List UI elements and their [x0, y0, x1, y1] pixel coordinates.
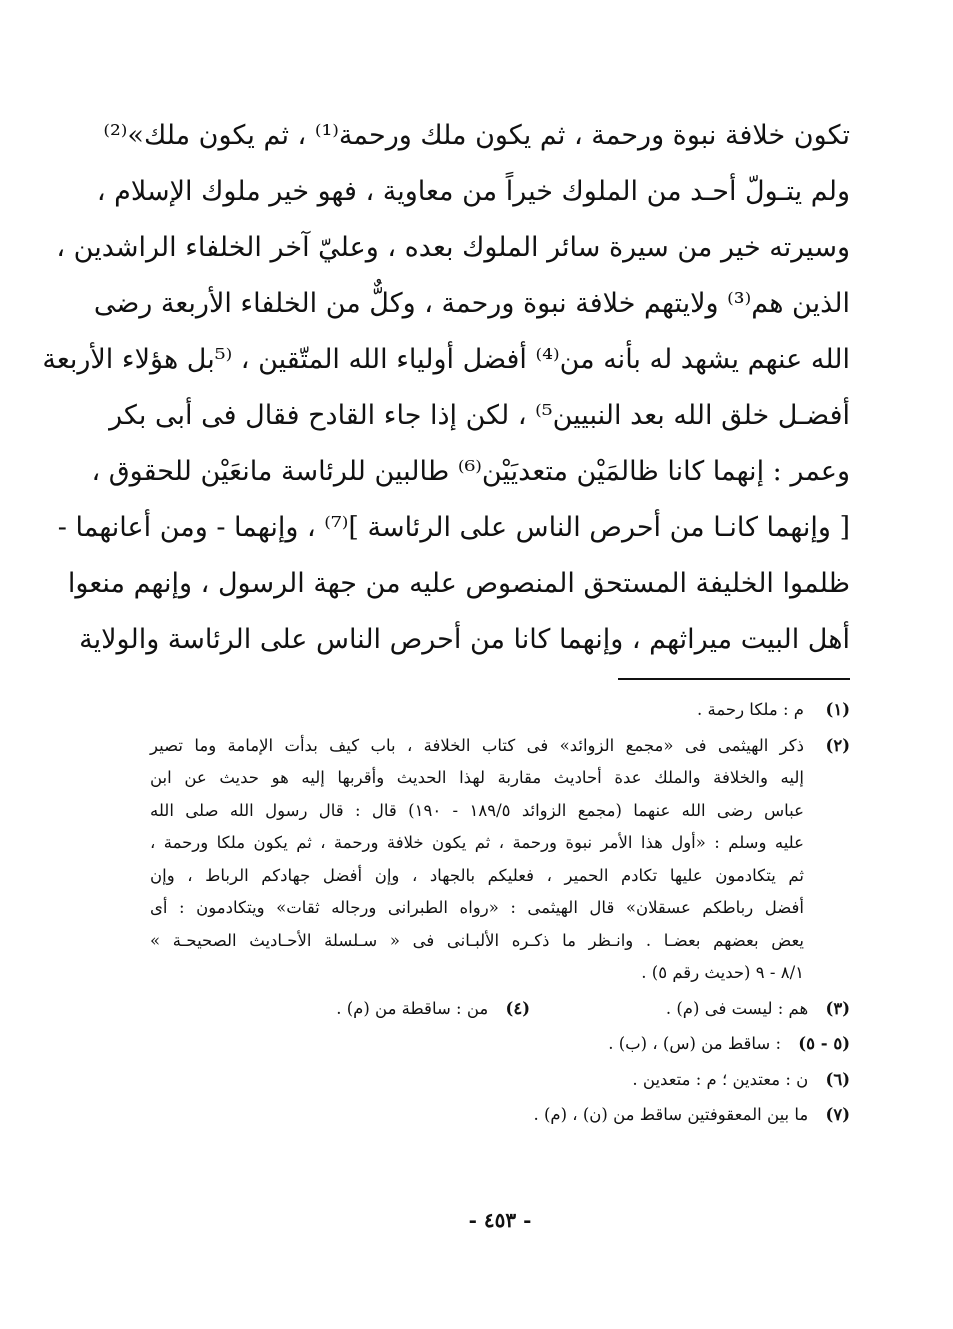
footnote-number: (٥ - ٥) — [798, 1034, 850, 1053]
footnote-text: هم : ليست فى (م) . — [665, 998, 809, 1018]
footnote-text-line: أفضل رباطكم عسقلان» قال الهيثمى : «رواه الطبرانى ورجاله ثقات» ويتكادمون : أى — [150, 898, 804, 917]
footnote-3 — [666, 993, 850, 1026]
footnote-number: (٣) — [825, 998, 850, 1018]
footnote-text-line: ذكر الهيثمى فى «مجمع الزوائد» فى كتاب الخلافة ، باب كيف بدأت الإمامة وما تصير — [150, 735, 804, 755]
footnote-number: (٢) — [825, 735, 850, 755]
main-text-line: وعمر : إنهما كانا ظالمَيْن متعديَيْن⁽⁶⁾ طالبين للرئاسة مانعَيْن للحقوق ، — [91, 456, 850, 487]
footnote-text-line: عليه وسلم : «أول هذا الأمر نبوة ورحمة ، ثم يكون خلافة ورحمة ، ثم يكون ملكا ورحمة ، — [150, 833, 804, 852]
main-text-line: الذين هم⁽³⁾ ولايتهم خلافة نبوة ورحمة ، وكلٌّ من الخلفاء الأربعة رضى — [93, 288, 850, 319]
footnote-6 — [632, 1064, 850, 1097]
footnote-text-line: إليه والخلافة والملك عدة أحاديث مقاربة لهذا الحديث وأقربها إليه هو حديث عن ابن — [150, 768, 804, 787]
footnote-4 — [336, 993, 530, 1026]
main-text-line: تكون خلافة نبوة ورحمة ، ثم يكون ملك ورحمة⁽¹⁾ ، ثم يكون ملك»⁽²⁾ — [103, 120, 850, 151]
main-text-line: الله عنهم يشهد له بأنه من⁽⁴⁾ أفضل أولياء الله المتّقين ، ⁽⁵بل هؤلاء الأربعة — [42, 344, 850, 375]
footnote-text: من : ساقطة من (م) . — [336, 998, 489, 1018]
footnote-text: م : ملكا رحمة . — [697, 700, 804, 719]
footnote-1 — [150, 694, 850, 727]
footnote-5 — [608, 1028, 850, 1061]
footnote-text: : ساقط من (س) ، (ب) . — [608, 1034, 782, 1053]
main-text-line: أفضـل خلق الله بعد النبيين⁵⁾ ، لكن إذا جاء القادح فقال فى أبى بكر — [109, 400, 850, 431]
main-text-block — [42, 108, 850, 668]
footnote-number: (١) — [825, 700, 850, 719]
footnote-row-5 — [150, 1028, 850, 1061]
footnote-text-line: يعض بعضهم بعضـا . وانـظر ما ذكـره الألبـانى فى « سـلسلة الأحـاديث الصحيحـة » — [150, 930, 804, 950]
footnote-number: (٧) — [825, 1105, 850, 1124]
footnotes-block — [150, 694, 850, 1132]
footnote-row-7 — [150, 1099, 850, 1132]
main-text-line: [ وإنهما كانـا من أحرص الناس على الرئاسة ]⁽⁷⁾ ، وإنهما - ومن أعانهما - — [57, 512, 850, 543]
page-number: - ٤٥٣ - — [468, 1208, 532, 1232]
footnote-text-line: ثم يتكادمون عليها تكادم الحمير ، فعليكم بالجهاد ، وإن أفضل جهادكم الرباط ، وإن — [150, 865, 804, 885]
main-text-line: أهل البيت ميراثهم ، وإنهما كانا من أحرص الناس على الرئاسة والولاية — [79, 624, 850, 655]
footnote-number: (٦) — [825, 1069, 850, 1089]
main-text-line: ظلموا الخليفة المستحق المنصوص عليه من جهة الرسول ، وإنهم منعوا — [67, 568, 850, 599]
footnote-separator — [618, 678, 850, 680]
footnote-text-line: عباس رضى الله عنهما (مجمع الزوائد ١٨٩/٥ - ١٩٠) قال : قال رسول الله صلى الله — [150, 800, 804, 820]
footnote-7 — [533, 1099, 850, 1132]
footnote-2 — [150, 730, 850, 990]
book-page — [42, 108, 850, 1288]
footnote-text: ن : معتدين ؛ م : متعدين . — [632, 1069, 809, 1089]
footnote-row-3-4 — [150, 993, 850, 1026]
footnote-text: ما بين المعقوفتين ساقط من (ن) ، (م) . — [533, 1105, 809, 1124]
footnote-text-line: ٨/١ - ٩ (حديث رقم ٥) . — [641, 963, 804, 982]
footnote-number: (٤) — [505, 998, 530, 1018]
main-text-line: وسيرته خير من سيرة سائر الملوك بعده ، وعليّ آخر الخلفاء الراشدين ، — [56, 232, 850, 263]
footnote-row-6 — [150, 1064, 850, 1097]
main-text-line: ولم يتـولّ أحـد من الملوك خيراً من معاوية ، فهو خير ملوك الإسلام ، — [96, 176, 850, 207]
